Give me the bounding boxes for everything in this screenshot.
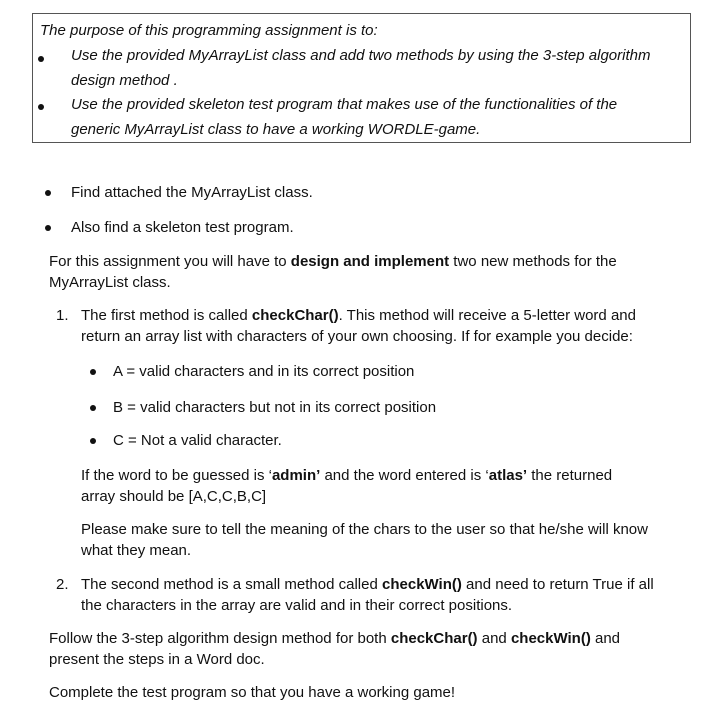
attachment-item-2: Also find a skeleton test program. bbox=[71, 219, 294, 236]
method1-line-2: return an array list with characters of your own choosing. If for example you decide: bbox=[81, 328, 633, 345]
purpose-item-1-line2: design method . bbox=[71, 72, 178, 89]
text: For this assignment you will have to bbox=[49, 253, 291, 270]
example-word: admin’ bbox=[271, 467, 321, 484]
bullet-icon bbox=[45, 225, 51, 231]
method2-line-1 bbox=[81, 576, 654, 593]
text: and bbox=[477, 630, 511, 647]
attachment-item-1: Find attached the MyArrayList class. bbox=[71, 184, 313, 201]
example-line-1 bbox=[81, 467, 612, 484]
example-word: atlas’ bbox=[488, 467, 528, 484]
text: the returned bbox=[527, 467, 613, 484]
text: If the word to be guessed is ‘ bbox=[81, 467, 272, 484]
bullet-icon bbox=[38, 56, 44, 62]
method-name: checkWin() bbox=[510, 630, 591, 647]
note-line-1: Please make sure to tell the meaning of the chars to the user so that he/she will know bbox=[81, 521, 648, 538]
assignment-line-2: MyArrayList class. bbox=[49, 274, 171, 291]
list-number-2: 2. bbox=[56, 576, 69, 593]
list-number-1: 1. bbox=[56, 307, 69, 324]
bullet-icon bbox=[90, 369, 96, 375]
method1-line-1 bbox=[81, 307, 636, 324]
bullet-icon bbox=[90, 405, 96, 411]
bullet-icon bbox=[90, 438, 96, 444]
text: Follow the 3-step algorithm design method for both bbox=[49, 630, 391, 647]
text: The first method is called bbox=[81, 307, 252, 324]
closing-line: Complete the test program so that you have a working game! bbox=[49, 684, 456, 701]
code-item-b: B = valid characters but not in its correct position bbox=[113, 399, 437, 416]
purpose-item-2-line1: Use the provided skeleton test program that makes use of the functionalities of the bbox=[71, 96, 618, 113]
assignment-line-1 bbox=[49, 253, 617, 270]
bullet-icon bbox=[45, 190, 51, 196]
purpose-heading: The purpose of this programming assignment is to: bbox=[40, 22, 378, 39]
method2-line-2: the characters in the array are valid and in their correct positions. bbox=[81, 597, 513, 614]
method-name: checkChar() bbox=[251, 307, 339, 324]
code-item-c: C = Not a valid character. bbox=[113, 432, 282, 449]
purpose-item-1-line1: Use the provided MyArrayList class and add two methods by using the 3-step algorithm bbox=[71, 47, 651, 64]
follow-line-2: present the steps in a Word doc. bbox=[49, 651, 265, 668]
method-name: checkChar() bbox=[390, 630, 478, 647]
note-line-2: what they mean. bbox=[81, 542, 192, 559]
code-item-a: A = valid characters and in its correct position bbox=[113, 363, 415, 380]
follow-line-1 bbox=[49, 630, 620, 647]
text: and the word entered is ‘ bbox=[320, 467, 489, 484]
text: . This method will receive a 5-letter word and bbox=[338, 307, 636, 324]
text: The second method is a small method called bbox=[81, 576, 382, 593]
method-name: checkWin() bbox=[382, 576, 462, 593]
text: and bbox=[590, 630, 621, 647]
purpose-item-2-line2: generic MyArrayList class to have a working WORDLE-game. bbox=[71, 121, 481, 138]
example-line-2: array should be [A,C,C,B,C] bbox=[81, 488, 267, 505]
text: two new methods for the bbox=[449, 253, 617, 270]
emphasis: design and implement bbox=[290, 253, 450, 270]
bullet-icon bbox=[38, 104, 44, 110]
text: and need to return True if all bbox=[461, 576, 654, 593]
